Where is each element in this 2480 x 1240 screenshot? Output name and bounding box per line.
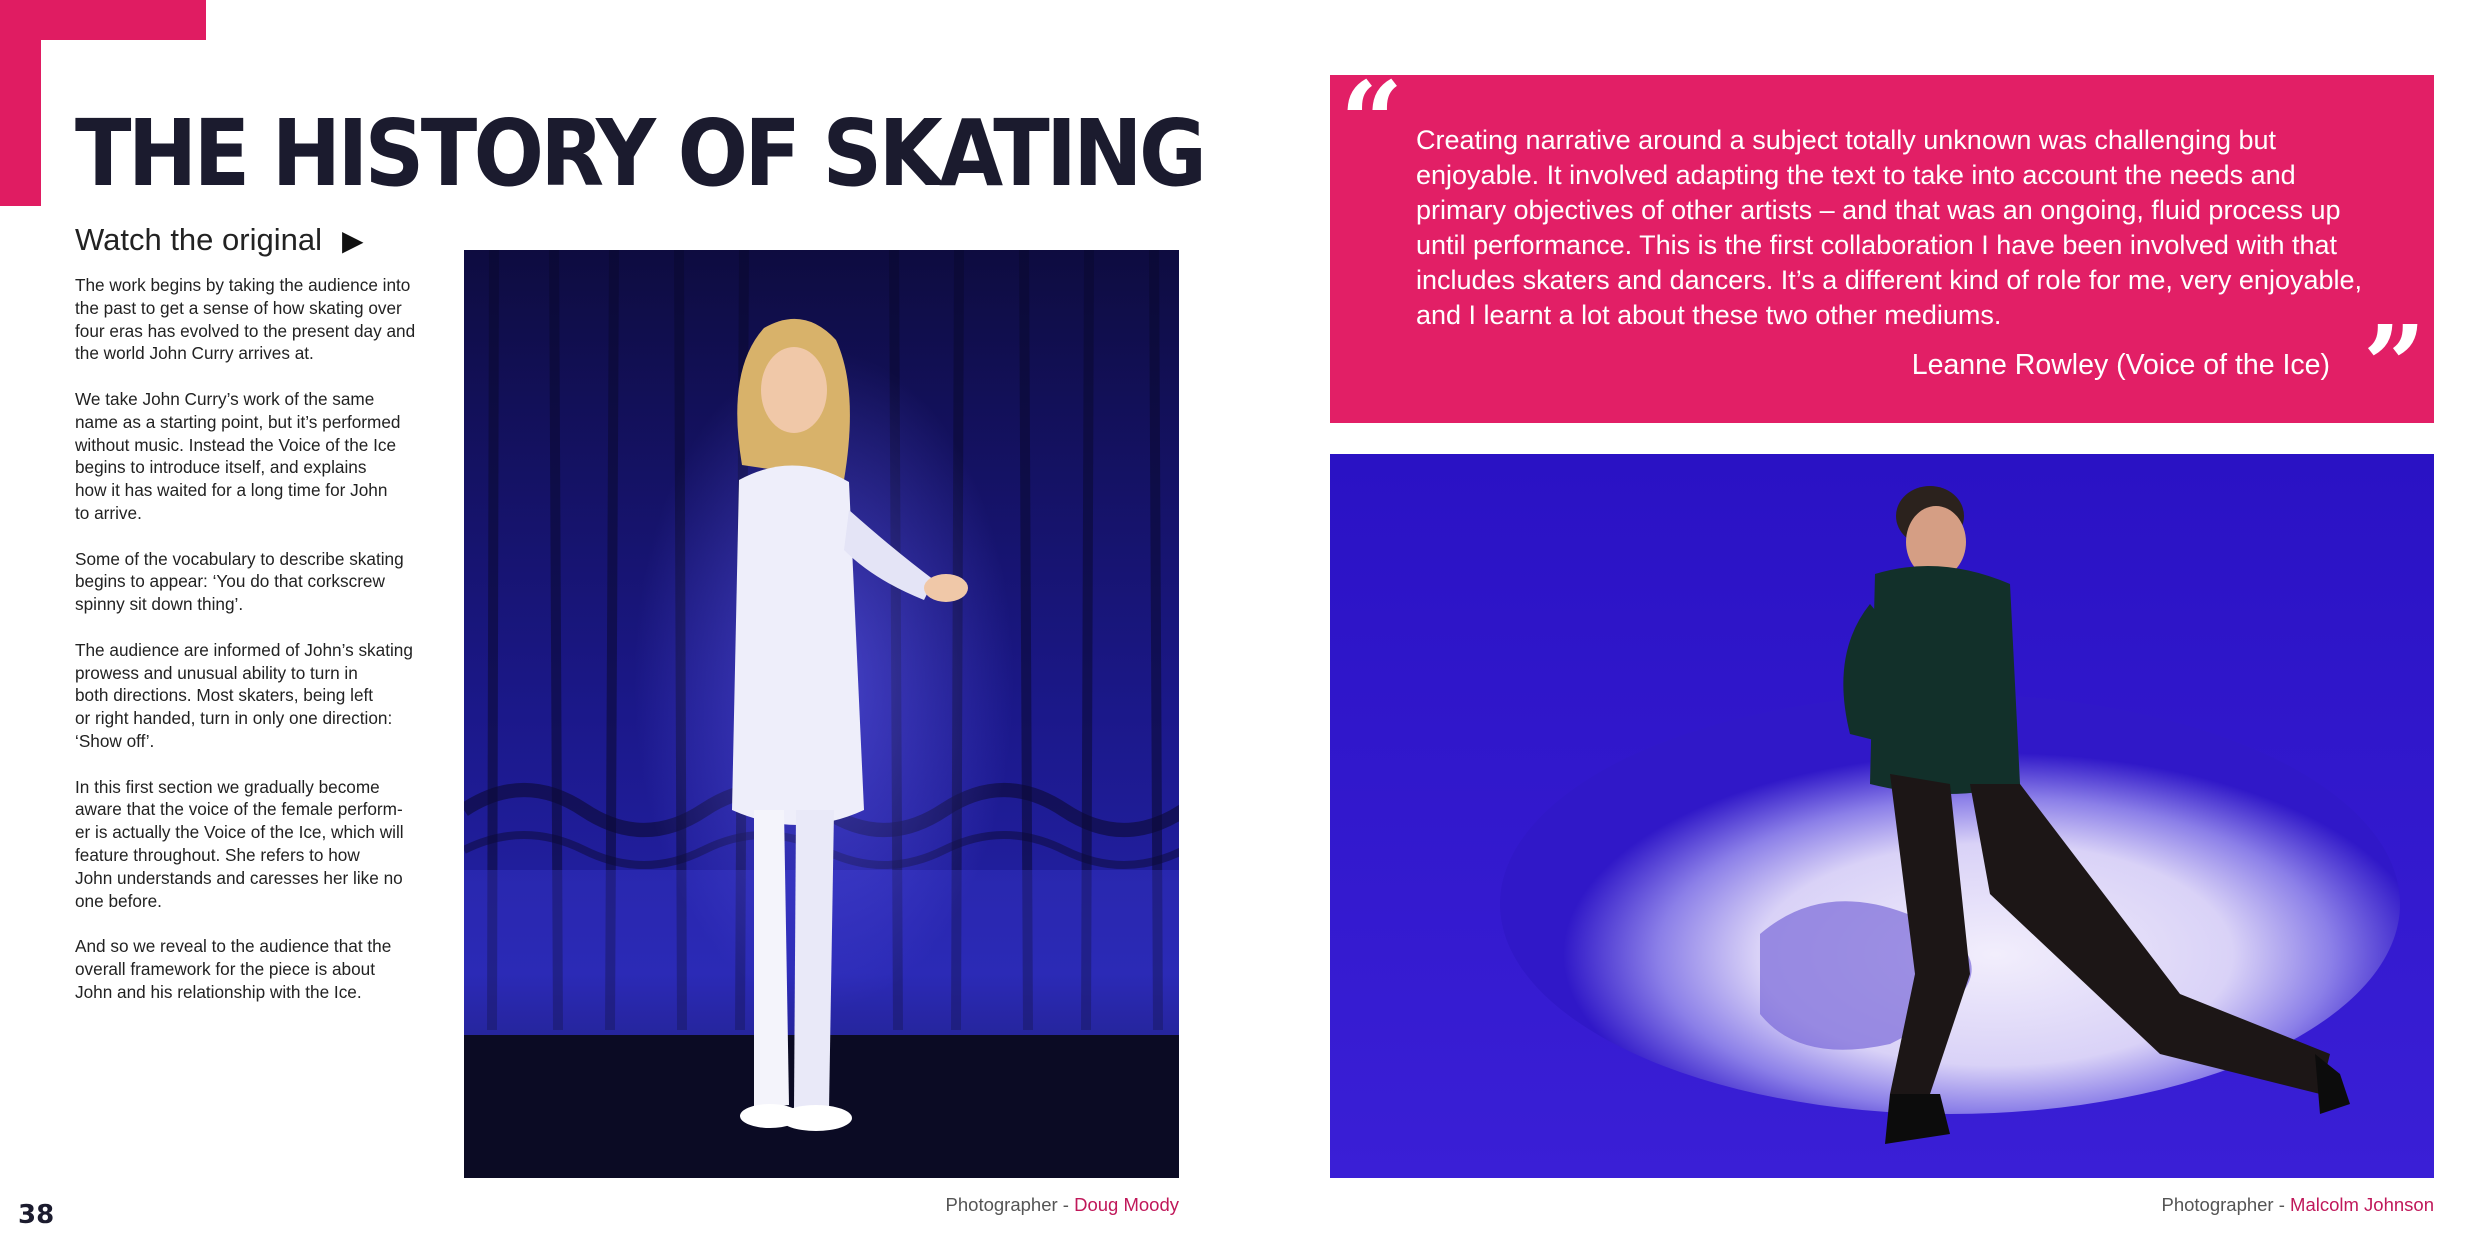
- pull-quote: [1330, 57, 2434, 430]
- body-text: [75, 274, 435, 1026]
- credit-prefix: Photographer -: [2161, 1194, 2291, 1215]
- photo-credit: [2161, 1194, 2434, 1216]
- quote-attribution: Leanne Rowley (Voice of the Ice): [1911, 349, 2330, 381]
- corner-accent-left: [0, 0, 41, 206]
- open-quote-icon: “: [1340, 57, 1404, 186]
- watch-original-link[interactable]: [75, 222, 364, 258]
- body-paragraph: In this first section we gradually become aware that the voice of the female perform- er is actually the Voice of the Ice, which will feature throughout. She refers to how John understands and caresses her like no one before.: [75, 776, 404, 911]
- watch-original-label: Watch the original: [75, 222, 322, 257]
- credit-prefix: Photographer -: [945, 1194, 1075, 1215]
- body-paragraph: The audience are informed of John’s skating prowess and unusual ability to turn in both directions. Most skaters, being left or right handed, turn in only one direction: ‘Show off’.: [75, 639, 413, 751]
- body-paragraph: Some of the vocabulary to describe skating begins to appear: ‘You do that corkscrew spinny sit down thing’.: [75, 548, 404, 615]
- body-paragraph: And so we reveal to the audience that the overall framework for the piece is about John and his relationship with the Ice.: [75, 936, 392, 1002]
- play-icon[interactable]: ▶: [341, 224, 364, 256]
- performer-photo: [464, 250, 1179, 1178]
- photographer-name[interactable]: Malcolm Johnson: [2290, 1194, 2434, 1215]
- close-quote-icon: ”: [2362, 301, 2426, 430]
- body-paragraph: We take John Curry’s work of the same name as a starting point, but it’s performed without music. Instead the Voice of the Ice begins to introduce itself, and explains how it has waited for a long time for John to arrive.: [75, 388, 401, 523]
- body-paragraph: The work begins by taking the audience into the past to get a sense of how skating over four eras has evolved to the present day and the world John Curry arrives at.: [75, 275, 416, 364]
- photographer-name[interactable]: Doug Moody: [1074, 1194, 1179, 1215]
- skater-photo: [1330, 454, 2434, 1178]
- quote-text: Creating narrative around a subject totally unknown was challenging but enjoyable. It involved adapting the text to take into account the needs and primary objectives of other artists – and that was an ongoing, fluid process up until performance. This is the first collaboration I have been involved with that includes skaters and dancers. It’s a different kind of role for me, very enjoyable, and I learnt a lot about these two other mediums.: [1416, 125, 2363, 330]
- page-number: 38: [18, 1200, 55, 1230]
- page-title: THE HISTORY OF SKATING: [75, 100, 1204, 207]
- photo-credit: [946, 1194, 1179, 1216]
